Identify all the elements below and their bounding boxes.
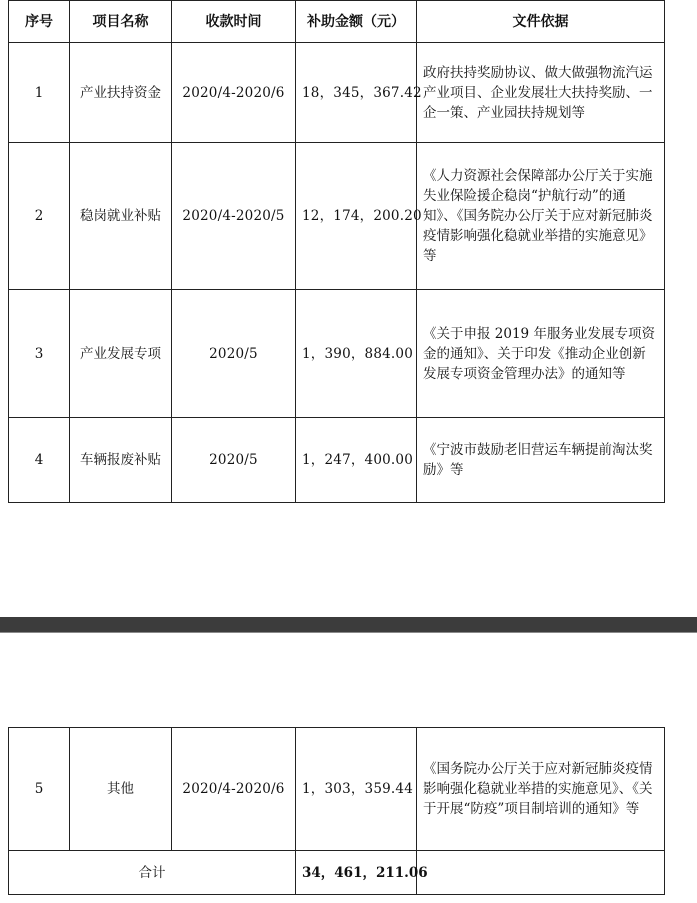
table-row bbox=[9, 143, 665, 290]
row-project-name: 稳岗就业补贴 bbox=[70, 143, 172, 290]
header-no: 序号 bbox=[9, 1, 70, 43]
header-subsidy-amount: 补助金额（元） bbox=[296, 1, 417, 43]
row-basis: 《宁波市鼓励老旧营运车辆提前淘汰奖励》等 bbox=[417, 418, 665, 503]
header-receipt-time: 收款时间 bbox=[172, 1, 296, 43]
header-project-name: 项目名称 bbox=[70, 1, 172, 43]
total-row bbox=[9, 851, 665, 895]
total-basis bbox=[417, 851, 665, 895]
row-basis: 《关于申报 2019 年服务业发展专项资金的通知》、关于印发《推动企业创新发展专项资金管理办法》的通知等 bbox=[417, 290, 665, 418]
total-label: 合计 bbox=[9, 851, 296, 895]
row-receipt-time: 2020/4-2020/6 bbox=[172, 728, 296, 851]
subsidy-table-continued bbox=[8, 727, 665, 895]
total-amount: 34，461，211.06 bbox=[296, 851, 417, 895]
row-project-name: 车辆报废补贴 bbox=[70, 418, 172, 503]
row-basis: 《国务院办公厅关于应对新冠肺炎疫情影响强化稳就业举措的实施意见》、《关于开展“防疫”项目制培训的通知》等 bbox=[417, 728, 665, 851]
row-receipt-time: 2020/4-2020/6 bbox=[172, 43, 296, 143]
row-basis: 政府扶持奖励协议、做大做强物流汽运产业项目、企业发展壮大扶持奖励、一企一策、产业园扶持规划等 bbox=[417, 43, 665, 143]
row-amount: 12，174，200.20 bbox=[296, 143, 417, 290]
row-no: 5 bbox=[9, 728, 70, 851]
page-break bbox=[0, 617, 697, 632]
table-row bbox=[9, 290, 665, 418]
table-row bbox=[9, 728, 665, 851]
row-project-name: 其他 bbox=[70, 728, 172, 851]
page-break-divider bbox=[0, 632, 697, 633]
row-receipt-time: 2020/4-2020/5 bbox=[172, 143, 296, 290]
subsidy-table bbox=[8, 0, 665, 503]
row-project-name: 产业扶持资金 bbox=[70, 43, 172, 143]
row-receipt-time: 2020/5 bbox=[172, 290, 296, 418]
row-no: 4 bbox=[9, 418, 70, 503]
row-no: 2 bbox=[9, 143, 70, 290]
row-amount: 1，247，400.00 bbox=[296, 418, 417, 503]
row-amount: 1，303，359.44 bbox=[296, 728, 417, 851]
table-row bbox=[9, 43, 665, 143]
header-row bbox=[9, 1, 665, 43]
row-no: 1 bbox=[9, 43, 70, 143]
row-basis: 《人力资源社会保障部办公厅关于实施失业保险援企稳岗“护航行动”的通知》、《国务院办公厅关于应对新冠肺炎疫情影响强化稳就业举措的实施意见》等 bbox=[417, 143, 665, 290]
row-amount: 18，345，367.42 bbox=[296, 43, 417, 143]
row-project-name: 产业发展专项 bbox=[70, 290, 172, 418]
table-row bbox=[9, 418, 665, 503]
row-amount: 1，390，884.00 bbox=[296, 290, 417, 418]
row-no: 3 bbox=[9, 290, 70, 418]
row-receipt-time: 2020/5 bbox=[172, 418, 296, 503]
header-document-basis: 文件依据 bbox=[417, 1, 665, 43]
